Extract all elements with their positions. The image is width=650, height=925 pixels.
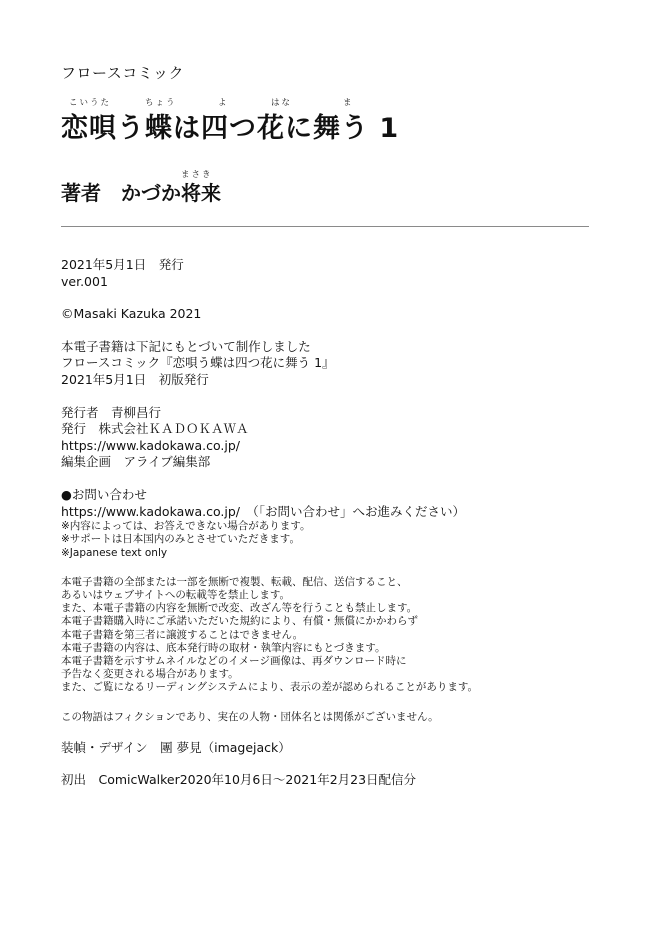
origin-line: 本電子書籍は下記にもとづいて制作しました bbox=[61, 338, 311, 354]
title-ruby: よ bbox=[218, 98, 229, 108]
inquiry-heading: ●お問い合わせ bbox=[61, 486, 147, 502]
author-ruby: まさき bbox=[181, 170, 213, 180]
legal-line: 本電子書籍を第三者に譲渡することはできません。 bbox=[61, 628, 304, 641]
fiction-note: この物語はフィクションであり、実在の人物・団体名とは関係がございません。 bbox=[61, 710, 439, 723]
publication-date: 2021年5月1日 発行 bbox=[61, 257, 184, 272]
inquiry-url: https://www.kadokawa.co.jp/ （「お問い合わせ」へお進みください） bbox=[61, 503, 465, 519]
design-credit: 装幀・デザイン 團 夢見（imagejack） bbox=[61, 739, 291, 755]
inquiry-note: ※Japanese text only bbox=[61, 546, 168, 559]
title-ruby: こいうた bbox=[69, 98, 112, 108]
publisher-company: 発行 株式会社ＫＡＤＯＫＡＷＡ bbox=[61, 421, 249, 437]
inquiry-note: ※内容によっては、お答えできない場合があります。 bbox=[61, 520, 311, 533]
copyright: ©Masaki Kazuka 2021 bbox=[61, 306, 202, 322]
editorial: 編集企画 アライブ編集部 bbox=[61, 454, 211, 470]
issuer: 発行者 青柳昌行 bbox=[61, 404, 162, 420]
legal-line: また、本電子書籍の内容を無断で改変、改ざん等を行うことも禁止します。 bbox=[61, 602, 418, 615]
origin-line: 2021年5月1日 初版発行 bbox=[61, 371, 209, 387]
publisher-url: https://www.kadokawa.co.jp/ bbox=[61, 437, 240, 453]
book-title: 恋唄う蝶は四つ花に舞う 1 bbox=[61, 113, 400, 144]
legal-line: 本電子書籍の内容は、底本発行時の取材・執筆内容にもとづきます。 bbox=[61, 641, 386, 654]
first-appearance: 初出 ComicWalker2020年10月6日～2021年2月23日配信分 bbox=[61, 772, 417, 788]
title-ruby: ちょう bbox=[145, 98, 177, 108]
title-ruby: はな bbox=[271, 98, 293, 108]
legal-line: 本電子書籍を示すサムネイルなどのイメージ画像は、再ダウンロード時に bbox=[61, 654, 407, 667]
legal-line: 本電子書籍の全部または一部を無断で複製、転載、配信、送信すること、 bbox=[61, 575, 408, 588]
imprint-label: フロースコミック bbox=[61, 64, 184, 82]
divider bbox=[61, 226, 589, 227]
legal-line: あるいはウェブサイトへの転載等を禁止します。 bbox=[61, 588, 291, 601]
origin-line: フロースコミック『恋唄う蝶は四つ花に舞う 1』 bbox=[61, 355, 335, 371]
colophon-body bbox=[61, 257, 601, 789]
inquiry-note: ※サポートは日本国内のみとさせていただきます。 bbox=[61, 533, 300, 546]
legal-line: また、ご覧になるリーディングシステムにより、表示の差が認められることがあります。 bbox=[61, 681, 479, 694]
title-ruby: ま bbox=[343, 98, 354, 108]
legal-line: 本電子書籍購入時にご承諾いただいた規約により、有償・無償にかかわらず bbox=[61, 615, 418, 628]
legal-line: 予告なく変更される場合があります。 bbox=[61, 668, 239, 681]
version: ver.001 bbox=[61, 273, 108, 289]
author-name: かづか将来 bbox=[121, 181, 221, 205]
author-prefix: 著者 bbox=[61, 181, 101, 205]
